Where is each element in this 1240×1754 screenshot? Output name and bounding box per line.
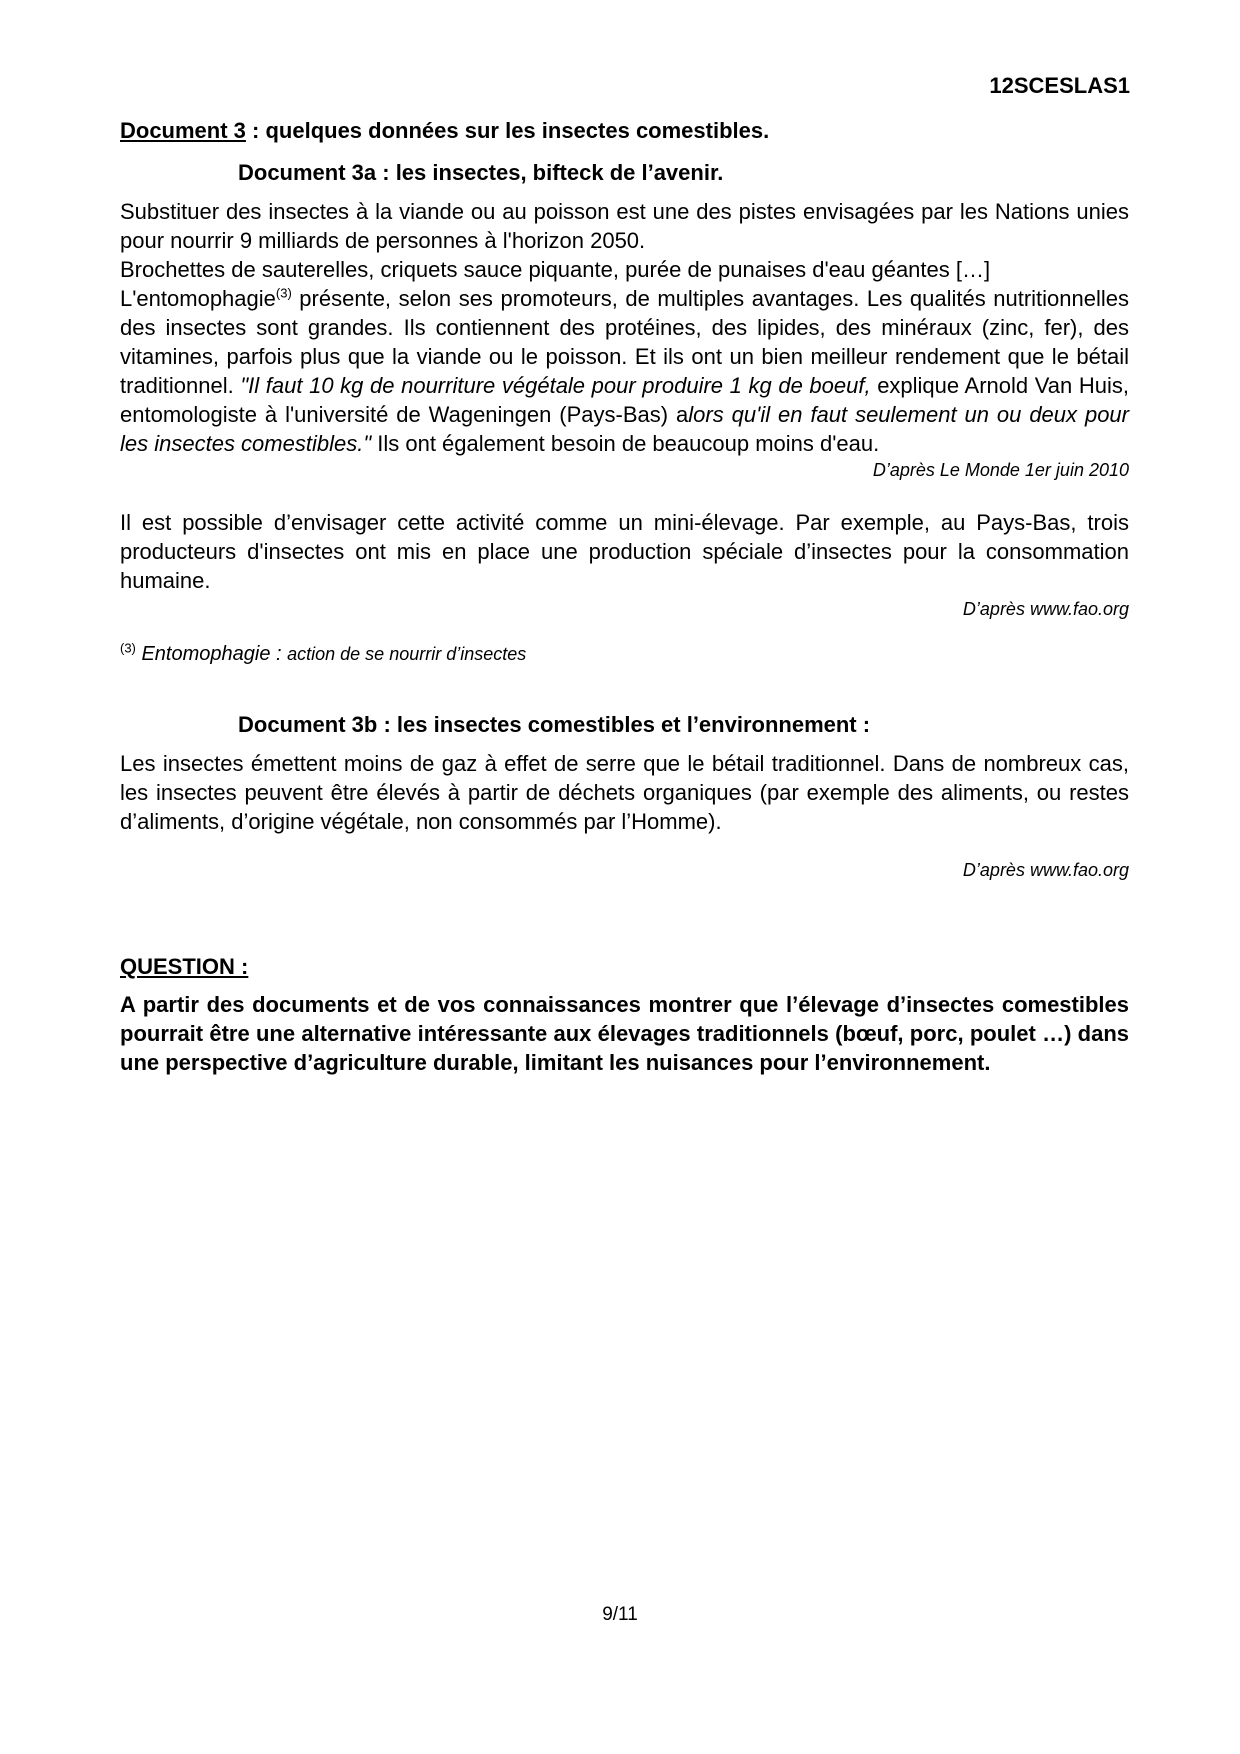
page-number: 9/11: [602, 1604, 638, 1625]
footnote-definition: action de se nourrir d’insectes: [287, 644, 527, 664]
question-label: QUESTION :: [120, 954, 249, 979]
document-3a-paragraph-1: Substituer des insectes à la viande ou au poisson est une des pistes envisagées par les Nations unies pour nourrir 9 milliards de personnes à l'horizon 2050.: [120, 199, 1129, 253]
paragraph-3-middle: présente, selon ses promoteurs, de multiples avantages. Les qualités nutritionnelles des insectes sont grandes. Ils contiennent des protéines, des lipides, des minéraux (zinc, fer), des vitamines, parfois plus que la viande ou le poisson. Et ils ont un bien meilleur rendement que le bétail traditionnel.: [120, 286, 1129, 398]
footnote: [120, 641, 1129, 667]
document-3b-subtitle: Document 3b : les insectes comestibles et l’environnement :: [238, 712, 871, 737]
question-text: A partir des documents et de vos connaissances montrer que l’élevage d’insectes comestibles pourrait être une alternative intéressante aux élevages traditionnels (bœuf, porc, poulet …) dans une perspective d’agriculture durable, limitant les nuisances pour l’environnement.: [120, 992, 1129, 1075]
page-code: 12SCESLAS1: [989, 73, 1130, 98]
document-3a-paragraph-3: [120, 284, 1129, 458]
document-3a-subtitle: Document 3a : les insectes, bifteck de l’avenir.: [238, 160, 724, 185]
quote-2: lors qu'il en faut seulement un ou deux pour les insectes comestibles.": [120, 402, 1129, 456]
document-3b-paragraph: Les insectes émettent moins de gaz à effet de serre que le bétail traditionnel. Dans de nombreux cas, les insectes peuvent être élevés à partir de déchets organiques (par exemple des aliments, ou restes d’aliments, d’origine végétale, non consommés par l’Homme).: [120, 751, 1129, 834]
source-fao-2: D’après www.fao.org: [962, 860, 1129, 880]
paragraph-3-middle-2: explique Arnold Van Huis, entomologiste à l'université de Wageningen (Pays-Bas) a: [120, 373, 1129, 427]
footnote-term: Entomophagie :: [141, 643, 282, 665]
footnote-mark: (3): [275, 285, 292, 301]
document-3-label: Document 3: [120, 118, 246, 143]
paragraph-3-start: L'entomophagie: [120, 286, 276, 311]
source-le-monde: D’après Le Monde 1er juin 2010: [872, 460, 1129, 480]
source-fao-1: D’après www.fao.org: [962, 599, 1129, 619]
document-3a-paragraph-4: Il est possible d’envisager cette activité comme un mini-élevage. Par exemple, au Pays-Bas, trois producteurs d'insectes ont mis en place une production spéciale d’insectes pour la consommation humaine.: [120, 510, 1129, 593]
document-3-title-text: : quelques données sur les insectes comestibles.: [245, 118, 770, 143]
document-3-title: [120, 117, 1129, 145]
quote-1: "Il faut 10 kg de nourriture végétale pour produire 1 kg de boeuf,: [240, 373, 871, 398]
footnote-ref: (3): [120, 640, 136, 656]
document-3a-paragraph-2: Brochettes de sauterelles, criquets sauce piquante, purée de punaises d'eau géantes […]: [120, 257, 991, 282]
page-content: [120, 117, 1129, 1077]
paragraph-3-end: Ils ont également besoin de beaucoup moins d'eau.: [371, 431, 880, 456]
